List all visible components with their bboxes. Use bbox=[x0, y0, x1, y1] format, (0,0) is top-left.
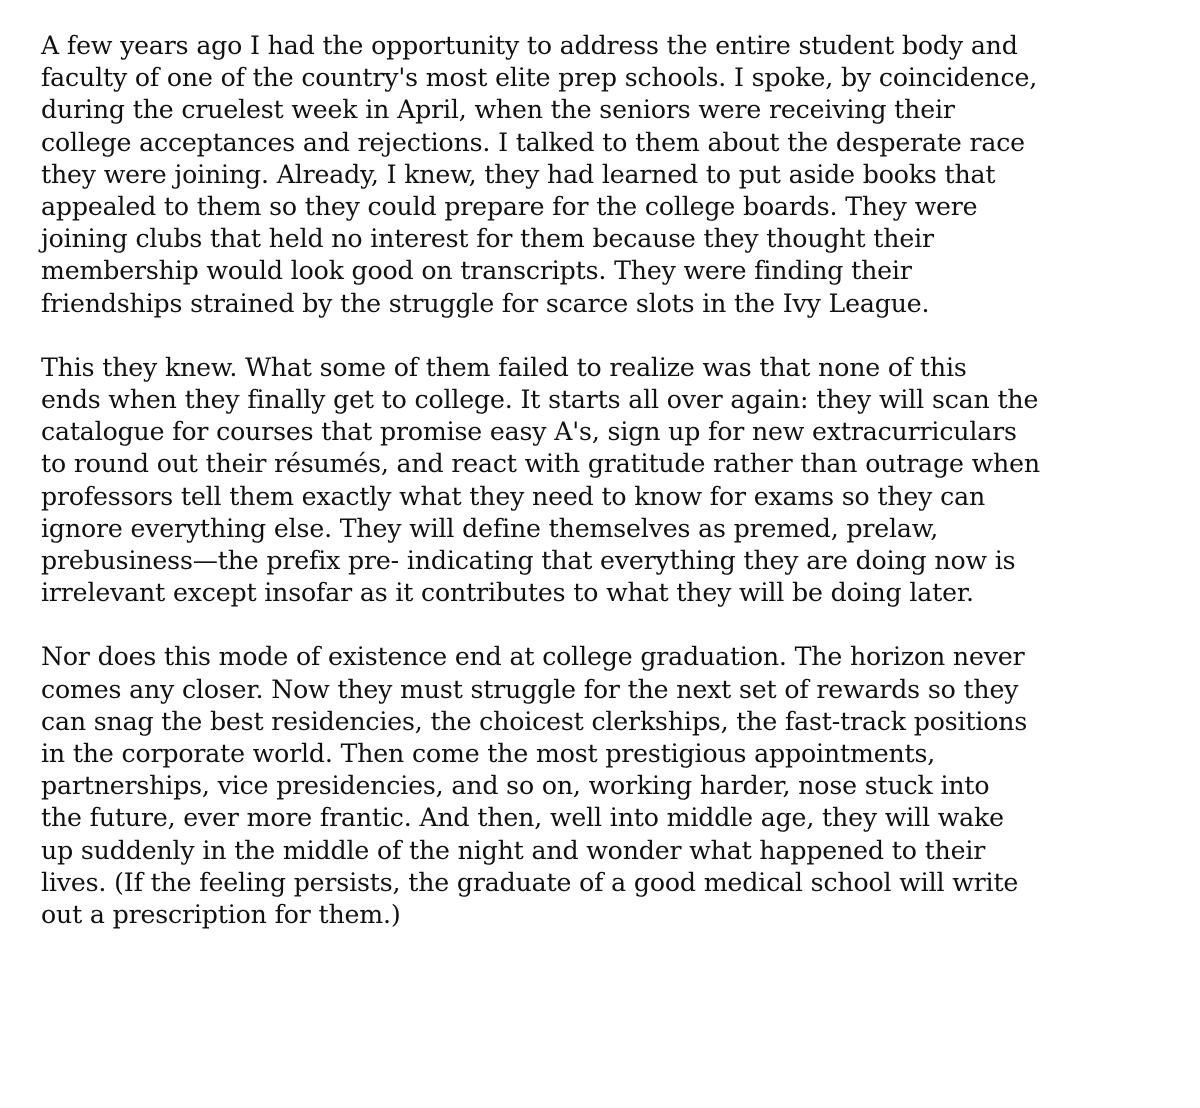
text-line: comes any closer. Now they must struggle for the next set of rewards so they bbox=[41, 674, 1019, 704]
text-line: appealed to them so they could prepare for the college boards. They were bbox=[41, 192, 978, 222]
paragraph-2 bbox=[41, 352, 1172, 610]
text-line: ends when they finally get to college. It starts all over again: they will scan the bbox=[41, 385, 1039, 415]
paragraph-3 bbox=[41, 641, 1172, 931]
paragraph-1 bbox=[41, 30, 1172, 320]
text-line: This they knew. What some of them failed to realize was that none of this bbox=[41, 352, 967, 382]
text-line: up suddenly in the middle of the night and wonder what happened to their bbox=[41, 835, 986, 865]
text-line: Nor does this mode of existence end at college graduation. The horizon never bbox=[41, 642, 1025, 672]
text-line: can snag the best residencies, the choicest clerkships, the fast-track positions bbox=[41, 706, 1028, 736]
text-line: professors tell them exactly what they need to know for exams so they can bbox=[41, 481, 986, 511]
text-line: they were joining. Already, I knew, they had learned to put aside books that bbox=[41, 159, 996, 189]
text-line: ignore everything else. They will define themselves as premed, prelaw, bbox=[41, 513, 939, 543]
text-line: friendships strained by the struggle for scarce slots in the Ivy League. bbox=[41, 288, 930, 318]
text-line: out a prescription for them.) bbox=[41, 900, 401, 930]
text-line: A few years ago I had the opportunity to address the entire student body and bbox=[41, 31, 1018, 60]
text-line: the future, ever more frantic. And then, well into middle age, they will wake bbox=[41, 803, 1004, 833]
text-line: during the cruelest week in April, when the seniors were receiving their bbox=[41, 95, 955, 125]
text-line: partnerships, vice presidencies, and so on, working harder, nose stuck into bbox=[41, 771, 990, 801]
text-line: irrelevant except insofar as it contributes to what they will be doing later. bbox=[41, 578, 974, 608]
text-line: faculty of one of the country's most elite prep schools. I spoke, by coincidence, bbox=[41, 63, 1038, 93]
text-line: prebusiness—the prefix pre- indicating that everything they are doing now is bbox=[41, 546, 1016, 576]
text-line: joining clubs that held no interest for them because they thought their bbox=[41, 224, 934, 254]
text-line: college acceptances and rejections. I talked to them about the desperate race bbox=[41, 127, 1025, 157]
text-line: to round out their résumés, and react with gratitude rather than outrage when bbox=[41, 449, 1040, 479]
text-line: membership would look good on transcripts. They were finding their bbox=[41, 256, 912, 286]
text-line: lives. (If the feeling persists, the graduate of a good medical school will write bbox=[41, 867, 1019, 897]
text-line: in the corporate world. Then come the most prestigious appointments, bbox=[41, 739, 936, 769]
text-line: catalogue for courses that promise easy A's, sign up for new extracurriculars bbox=[41, 417, 1017, 447]
